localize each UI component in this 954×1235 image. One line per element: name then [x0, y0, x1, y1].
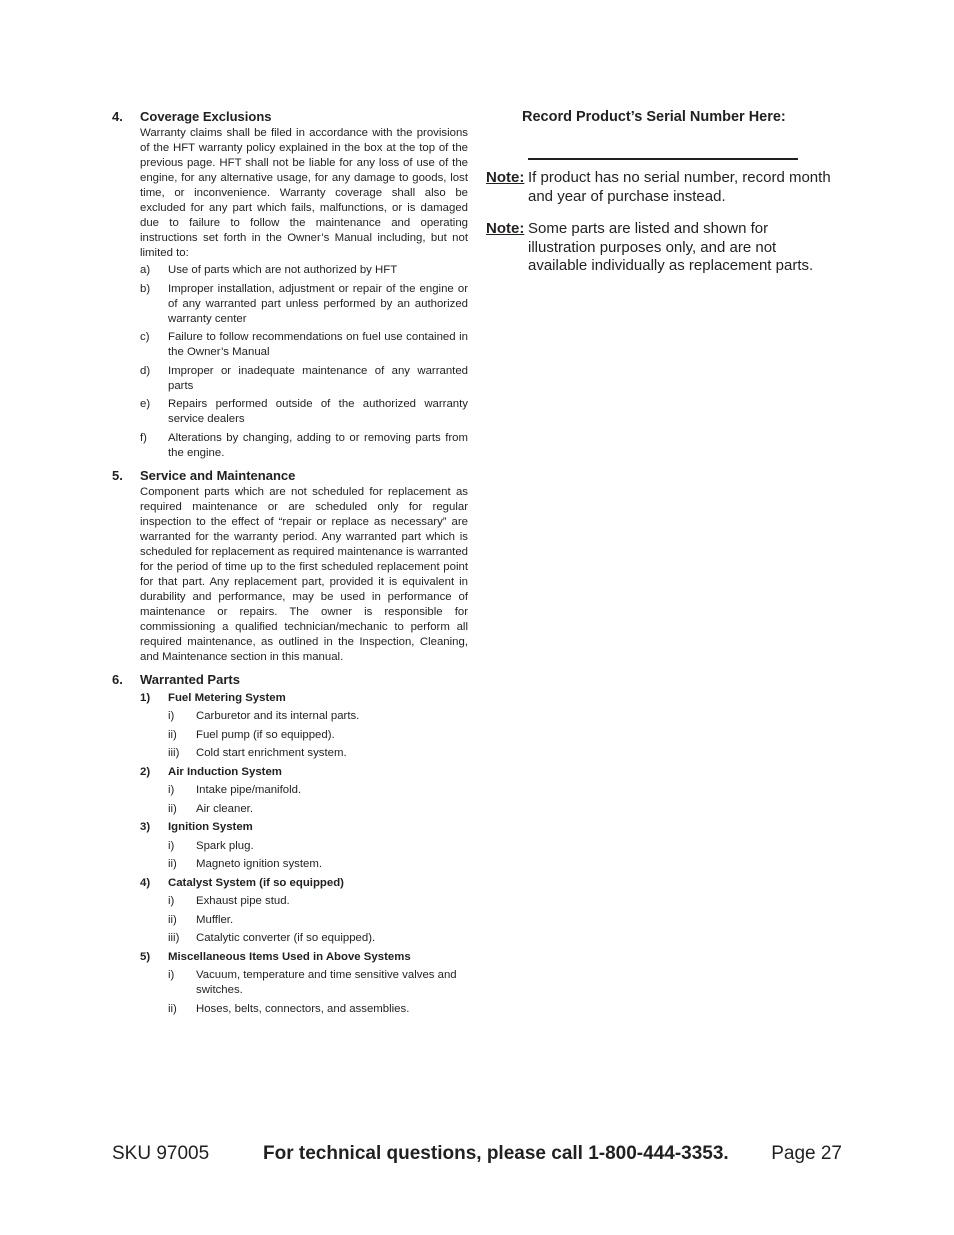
category-title: Miscellaneous Items Used in Above Systems [168, 950, 411, 963]
parts-category-catalyst [140, 876, 468, 947]
list-item [140, 263, 468, 278]
section-title: Service and Maintenance [140, 467, 296, 483]
list-marker: b) [140, 282, 151, 295]
list-marker: ii) [168, 858, 177, 871]
serial-number-column [486, 108, 836, 276]
list-item-text: Hoses, belts, connectors, and assemblies. [196, 1002, 410, 1015]
note-text: If product has no serial number, record month and year of purchase instead. [528, 169, 831, 205]
category-number: 3) [140, 821, 151, 834]
category-heading [140, 950, 468, 965]
category-heading [140, 765, 468, 780]
list-item-text: Fuel pump (if so equipped). [196, 728, 335, 741]
list-item [168, 783, 468, 798]
category-title: Ignition System [168, 821, 253, 834]
list-item-text: Improper or inadequate maintenance of any warranted parts [168, 364, 468, 392]
list-marker: iii) [168, 747, 180, 760]
note-serial [486, 169, 836, 206]
list-item-text: Magneto ignition system. [196, 858, 322, 871]
list-item-text: Repairs performed outside of the authorized warranty service dealers [168, 398, 468, 426]
list-marker: ii) [168, 728, 177, 741]
list-marker: c) [140, 331, 150, 344]
list-marker: ii) [168, 1002, 177, 1015]
page-footer [112, 1141, 842, 1167]
category-number: 4) [140, 876, 151, 889]
list-marker: a) [140, 264, 151, 276]
list-item-text: Failure to follow recommendations on fuel use contained in the Owner’s Manual [168, 331, 468, 359]
list-item-text: Air cleaner. [196, 802, 253, 815]
category-heading [140, 876, 468, 891]
list-marker: e) [140, 398, 151, 411]
list-item [168, 931, 468, 946]
list-item-text: Intake pipe/manifold. [196, 784, 302, 797]
category-title: Air Induction System [168, 765, 282, 778]
category-title: Catalyst System (if so equipped) [168, 876, 344, 889]
exclusion-list [140, 263, 468, 461]
list-item-text: Catalytic converter (if so equipped). [196, 932, 376, 945]
category-title: Fuel Metering System [168, 691, 286, 704]
footer-phone-line: For technical questions, please call 1-800-444-3353. [263, 1143, 729, 1164]
list-item-text: Carburetor and its internal parts. [196, 710, 360, 723]
category-number: 1) [140, 691, 151, 704]
list-item-text: Use of parts which are not authorized by HFT [168, 264, 398, 276]
parts-category-fuel-metering [140, 691, 468, 762]
list-marker: i) [168, 839, 175, 852]
parts-category-ignition [140, 820, 468, 872]
list-item [140, 431, 468, 461]
list-item-text: Exhaust pipe stud. [196, 895, 290, 908]
list-marker: i) [168, 895, 175, 908]
list-item-text: Cold start enrichment system. [196, 747, 347, 760]
list-marker: i) [168, 710, 175, 723]
list-marker: i) [168, 784, 175, 797]
service-maintenance-section [112, 467, 468, 665]
list-item [168, 746, 468, 761]
footer-page-number: Page 27 [771, 1143, 842, 1164]
list-item [168, 802, 468, 817]
list-item [140, 282, 468, 327]
list-item-text: Vacuum, temperature and time sensitive valves and switches. [196, 969, 457, 997]
list-item [168, 913, 468, 928]
serial-number-heading: Record Product’s Serial Number Here: [522, 109, 786, 125]
section-number: 4. [112, 109, 123, 124]
list-marker: i) [168, 969, 175, 982]
parts-category-air-induction [140, 765, 468, 817]
footer-sku: SKU 97005 [112, 1143, 210, 1164]
section-number: 5. [112, 467, 123, 483]
list-item [140, 364, 468, 394]
list-item [168, 1002, 468, 1017]
category-number: 5) [140, 950, 151, 963]
section-body: Warranty claims shall be filed in accordance with the provisions of the HFT warranty policy explained in the box at the top of the previous page. HFT shall not be liable for any loss of use of the engine, for any alternative usage, for any damage to goods, lost time, or inconvenience. Warranty coverage shall also be excluded for any part which fails, malfunctions, or is damaged due to failure to follow the maintenance and operating instructions set forth in the Owner’s Manual including, but not limited to: [140, 127, 468, 259]
list-marker: iii) [168, 932, 180, 945]
list-marker: f) [140, 431, 147, 444]
list-item [168, 968, 468, 998]
list-marker: d) [140, 364, 151, 377]
list-item [168, 857, 468, 872]
list-item [140, 397, 468, 427]
list-item-text: Improper installation, adjustment or repair of the engine or of any warranted part unless performed by an authorized warranty center [168, 282, 468, 325]
warranted-parts-section [112, 671, 468, 1017]
category-number: 2) [140, 765, 151, 778]
serial-number-line [528, 158, 798, 160]
note-text: Some parts are listed and shown for illustration purposes only, and are not available individually as replacement parts. [528, 220, 814, 274]
section-heading [112, 671, 468, 689]
warranty-terms-column [112, 108, 468, 1023]
list-item [140, 330, 468, 360]
section-heading [112, 108, 468, 126]
list-item-text: Alterations by changing, adding to or removing parts from the engine. [168, 431, 468, 459]
list-item [168, 709, 468, 724]
section-body: Component parts which are not scheduled for replacement as required maintenance or are scheduled only for regular inspection to the effect of “repair or replace as necessary” are warranted for the warranty period. Any warranted part which is scheduled for replacement as required maintenance is warranted for the period of time up to the first scheduled replacement point for that part. Any replacement part, provided it is equivalent in durability and performance, may be used in performance of maintenance or repairs. The owner is responsible for commissioning a qualified technician/mechanic to perform all required maintenance, as outlined in the Inspection, Cleaning, and Maintenance section in this manual. [140, 485, 468, 663]
list-item-text: Spark plug. [196, 839, 254, 852]
note-label: Note: [486, 220, 525, 237]
list-item [168, 894, 468, 909]
note-label: Note: [486, 169, 525, 186]
list-item [168, 728, 468, 743]
section-number: 6. [112, 671, 123, 687]
category-heading [140, 691, 468, 706]
section-heading [112, 467, 468, 485]
list-marker: ii) [168, 802, 177, 815]
section-title: Warranted Parts [140, 671, 240, 687]
category-heading [140, 820, 468, 835]
section-title: Coverage Exclusions [140, 109, 272, 124]
note-parts [486, 220, 836, 276]
list-item [168, 839, 468, 854]
coverage-exclusions-section [112, 108, 468, 461]
list-item-text: Muffler. [196, 913, 234, 926]
parts-category-miscellaneous [140, 950, 468, 1017]
list-marker: ii) [168, 913, 177, 926]
